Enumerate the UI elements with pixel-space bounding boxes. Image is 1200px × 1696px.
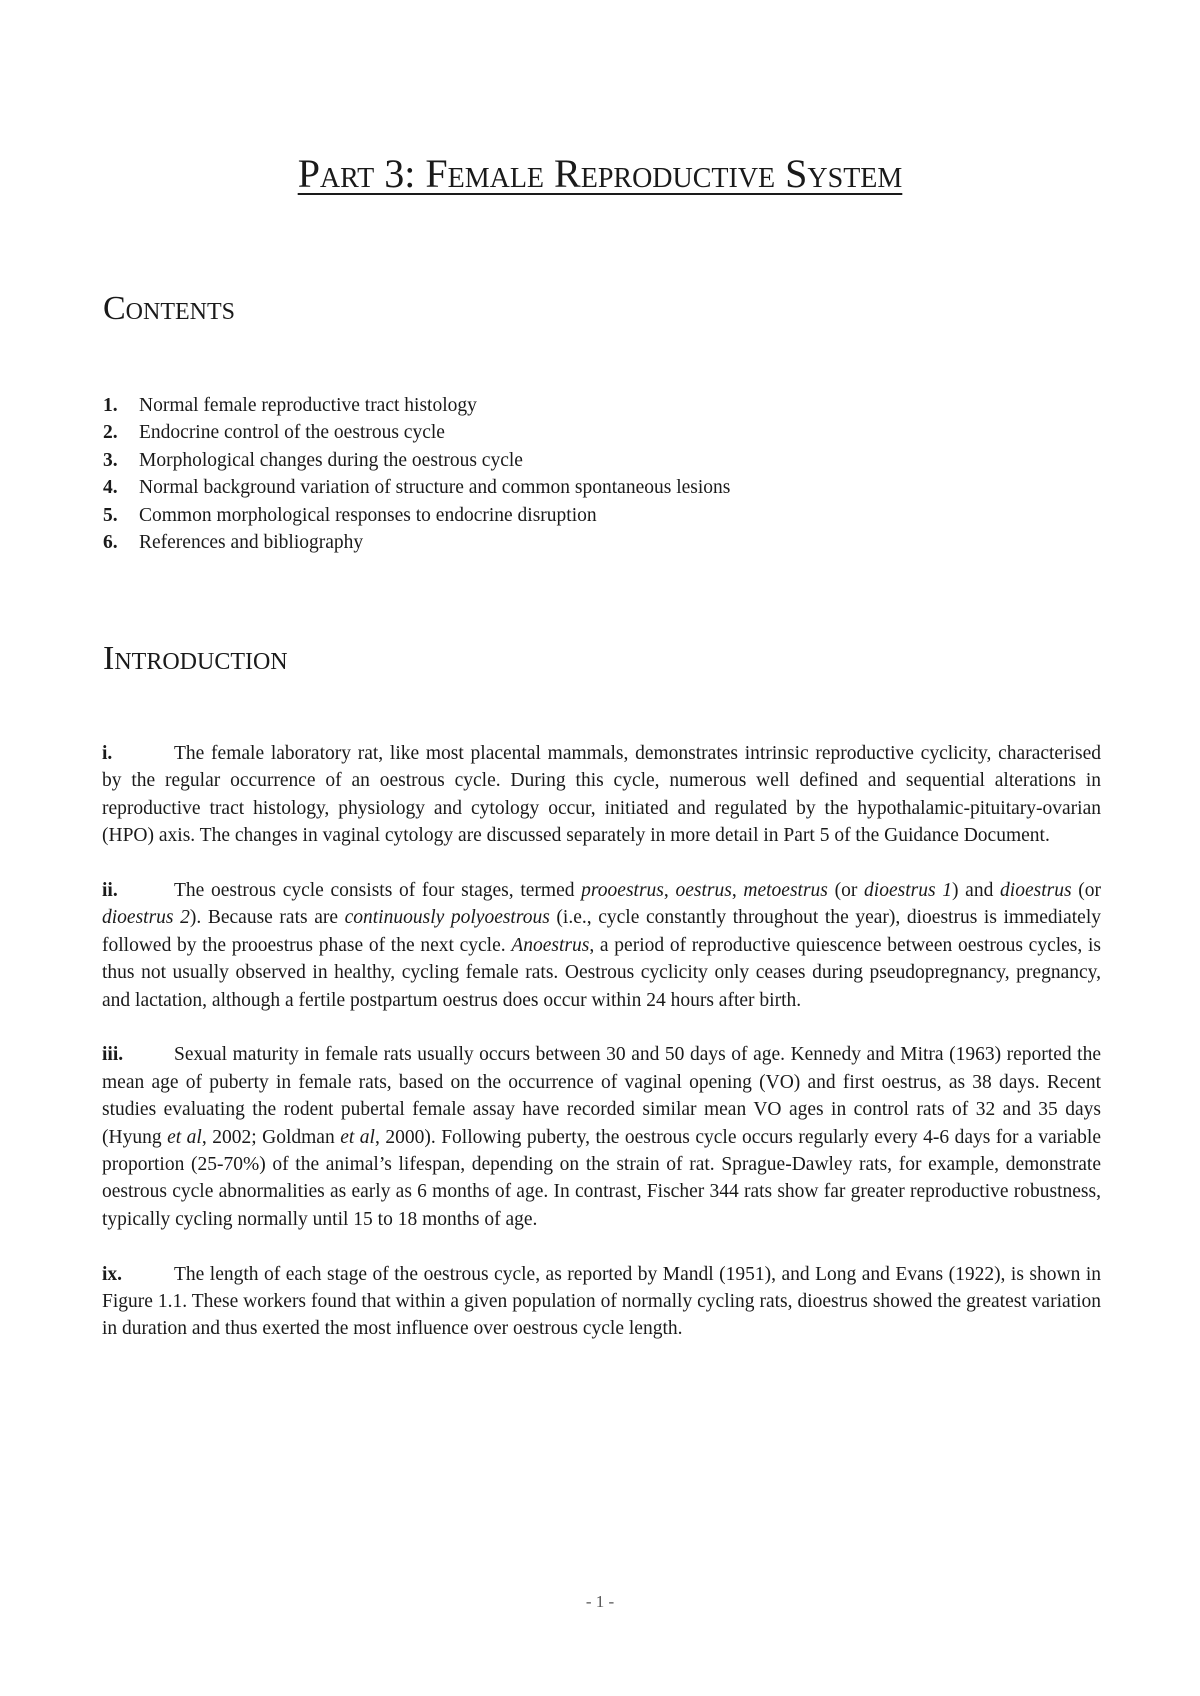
paragraph-marker: i.: [102, 743, 113, 764]
paragraph-text: The oestrous cycle consists of four stages, termed: [174, 880, 582, 902]
paragraph-ix: [102, 1261, 1101, 1343]
paragraph-text: (or: [1071, 880, 1101, 902]
page-number: - 1 -: [585, 1592, 615, 1611]
contents-item: [103, 419, 1103, 446]
paragraph-i: [102, 740, 1101, 850]
contents-item: [103, 502, 1103, 529]
contents-item-number: 6.: [103, 532, 118, 554]
contents-list: [103, 392, 1103, 556]
contents-item: [103, 392, 1103, 419]
term-italic: continuously polyoestrous: [344, 907, 550, 929]
paragraph-text: The length of each stage of the oestrous cycle, as reported by Mandl (1951), and Long and Evans (1922), is shown in Figure 1.1. These workers found that within a given population of normally cycling rats, dioestrus showed the greatest variation in duration and thus exerted the most influence over oestrous cycle length.: [102, 1263, 1101, 1340]
contents-item-text: Common morphological responses to endocrine disruption: [139, 504, 597, 526]
paragraph-text: (or: [827, 880, 865, 902]
paragraph-text: The female laboratory rat, like most placental mammals, demonstrates intrinsic reproductive cyclicity, characterised by the regular occurrence of an oestrous cycle. During this cycle, numerous well defined and sequential alterations in reproductive tract histology, physiology and cytology occur, initiated and regulated by the hypothalamic-pituitary-ovarian (HPO) axis. The changes in vaginal cytology are discussed separately in more detail in Part 5 of the Guidance Document.: [102, 743, 1101, 847]
term-italic: Anoestrus: [511, 934, 590, 956]
stage-term: dioestrus 1: [864, 880, 952, 902]
citation-italic: et al: [167, 1126, 202, 1148]
paragraph-text: , 2002; Goldman: [201, 1126, 341, 1148]
stage-term: prooestrus: [581, 880, 664, 902]
contents-item: [103, 529, 1103, 556]
paragraph-ii: [102, 877, 1101, 1014]
contents-item-text: Normal female reproductive tract histology: [139, 395, 477, 416]
paragraph-iii: [102, 1041, 1101, 1233]
stage-term: dioestrus: [1000, 880, 1072, 902]
contents-item-text: Normal background variation of structure and common spontaneous lesions: [139, 477, 731, 499]
paragraph-marker: ix.: [102, 1263, 123, 1285]
paragraph-marker: ii.: [102, 880, 118, 902]
paragraph-marker: iii.: [102, 1044, 124, 1066]
page-title: Part 3: Female Reproductive System: [297, 151, 903, 196]
contents-item-text: Endocrine control of the oestrous cycle: [139, 422, 445, 444]
introduction-heading: Introduction: [103, 640, 288, 677]
paragraph-text: (i.e., cycle constantly throughout the year), dioestrus is immediately followed by the prooestrus phase of the next cycle.: [102, 907, 1101, 956]
paragraph-text: ) and: [951, 880, 1001, 902]
introduction-body: [102, 740, 1101, 1370]
paragraph-text: ). Because rats are: [189, 907, 345, 929]
paragraph-text: ,: [731, 880, 744, 902]
contents-item-text: Morphological changes during the oestrous cycle: [139, 449, 523, 471]
contents-heading: Contents: [103, 290, 236, 327]
contents-item: [103, 447, 1103, 474]
contents-item-number: 1.: [103, 395, 118, 416]
paragraph-text: , 2000). Following puberty, the oestrous cycle occurs regularly every 4-6 days for a variable proportion (25-70%) of the animal’s lifespan, depending on the strain of rat. Sprague-Dawley rats, for example, demonstrate oestrous cycle abnormalities as early as 6 months of age. In contrast, Fischer 344 rats show far greater reproductive robustness, typically cycling normally until 15 to 18 months of age.: [102, 1126, 1101, 1230]
contents-item-number: 3.: [103, 449, 118, 471]
citation-italic: et al: [340, 1126, 375, 1148]
contents-item-text: References and bibliography: [139, 532, 364, 554]
contents-item: [103, 474, 1103, 501]
stage-term: metoestrus: [743, 880, 828, 902]
contents-item-number: 2.: [103, 422, 118, 444]
stage-term: dioestrus 2: [102, 907, 190, 929]
paragraph-text: Sexual maturity in female rats usually occurs between 30 and 50 days of age. Kennedy and Mitra (1963) reported the mean age of puberty in female rats, based on the occurrence of vaginal opening (VO) and first oestrus, as 38 days. Recent studies evaluating the rodent pubertal female assay have recorded similar mean VO ages in control rats of 32 and 35 days (Hyung: [102, 1044, 1101, 1148]
paragraph-text: , a period of reproductive quiescence between oestrous cycles, is thus not usually observed in healthy, cycling female rats. Oestrous cyclicity only ceases during pseudopregnancy, pregnancy, and lactation, although a fertile postpartum oestrus does occur within 24 hours after birth.: [102, 934, 1101, 1011]
stage-term: oestrus: [675, 880, 732, 902]
contents-item-number: 4.: [103, 477, 118, 499]
contents-item-number: 5.: [103, 504, 118, 526]
paragraph-text: ,: [663, 880, 676, 902]
